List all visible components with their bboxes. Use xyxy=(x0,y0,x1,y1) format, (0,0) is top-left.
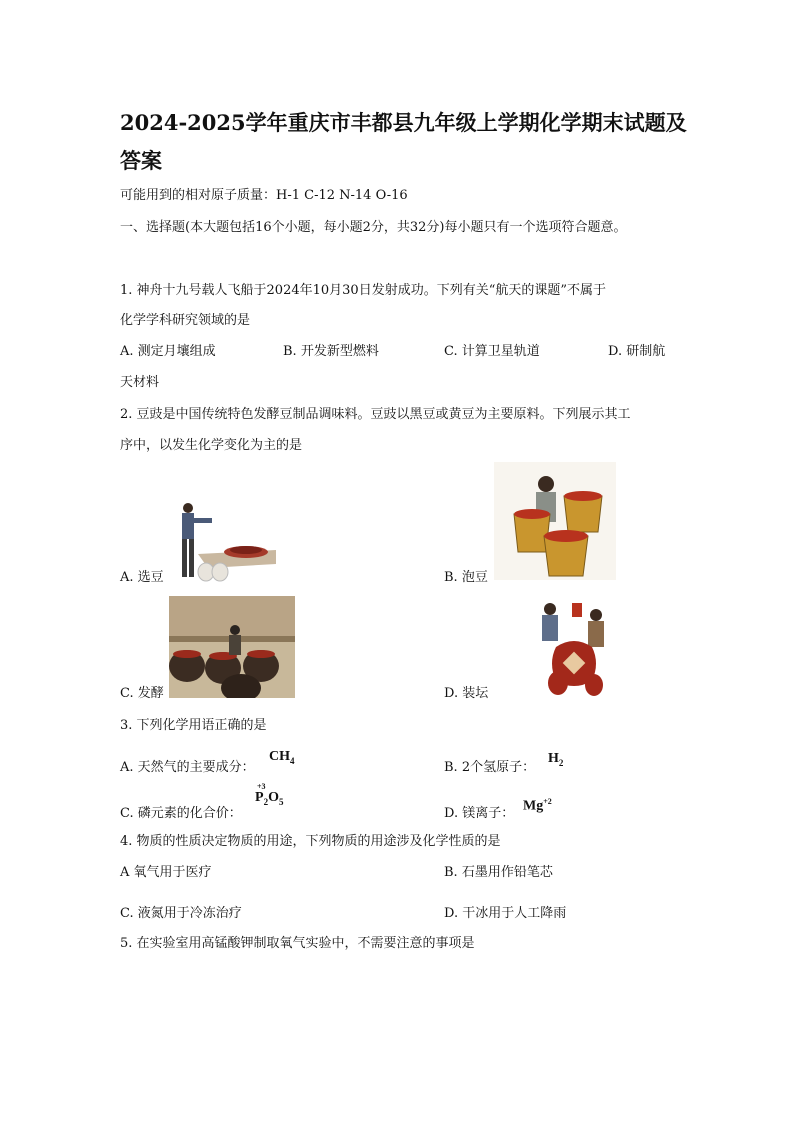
q4-option-c: C. 液氮用于冷冻治疗 xyxy=(120,906,242,921)
q3-option-d-formula: $Mg^{+2}$ xyxy=(523,797,552,814)
q1-option-d-continued: 天材料 xyxy=(120,375,160,390)
q4-stem: 4. 物质的性质决定物质的用途，下列物质的用途涉及化学性质的是 xyxy=(120,834,501,849)
q1-option-b: B. 开发新型燃料 xyxy=(283,344,379,359)
q4-option-d: D. 干冰用于人工降雨 xyxy=(444,906,567,921)
q4-option-b: B. 石墨用作铅笔芯 xyxy=(444,865,553,880)
q5-stem: 5. 在实验室用高锰酸钾制取氧气实验中，不需要注意的事项是 xyxy=(120,936,475,951)
bean-selecting-illustration xyxy=(168,494,278,582)
atomic-mass-line: 可能用到的相对原子质量：H-1 C-12 N-14 O-16 xyxy=(120,188,408,203)
q2-option-c: C. 发酵 xyxy=(120,686,164,701)
q3-stem: 3. 下列化学用语正确的是 xyxy=(120,718,267,733)
q3-option-c-formula: +3 $P_2O_5$ xyxy=(255,782,284,807)
q1-stem-line2: 化学学科研究领域的是 xyxy=(120,313,251,328)
jar-packing-illustration xyxy=(536,597,610,701)
q2-stem-line2: 序中，以发生化学变化为主的是 xyxy=(120,438,303,453)
q3-option-a-text: A. 天然气的主要成分： xyxy=(120,760,255,775)
q4-option-a: A 氧气用于医疗 xyxy=(120,865,212,880)
q3-option-a-formula: $CH_4$ xyxy=(269,749,295,766)
q3-option-b-text: B. 2个氢原子： xyxy=(444,760,536,775)
q2-stem-line1: 2. 豆豉是中国传统特色发酵豆制品调味料。豆豉以黑豆或黄豆为主要原料。下列展示其工 xyxy=(120,407,631,422)
q3-option-b-formula: $H_2$ xyxy=(548,751,564,768)
q3-option-c-text: C. 磷元素的化合价： xyxy=(120,806,242,821)
q2-option-a: A. 选豆 xyxy=(120,570,164,585)
bean-soaking-illustration xyxy=(494,462,616,580)
q1-option-d: D. 研制航 xyxy=(608,344,666,359)
document-title: 2024-2025学年重庆市丰都县九年级上学期化学期末试题及答案 xyxy=(120,110,687,173)
section1-heading: 一、选择题(本大题包括16个小题，每小题2分，共32分)每小题只有一个选项符合题意。 xyxy=(120,220,627,235)
q1-option-c: C. 计算卫星轨道 xyxy=(444,344,540,359)
q2-option-b: B. 泡豆 xyxy=(444,570,488,585)
q2-option-d: D. 装坛 xyxy=(444,686,489,701)
fermenting-photo xyxy=(169,596,295,698)
q1-option-a: A. 测定月壤组成 xyxy=(120,344,216,359)
q3-option-d-text: D. 镁离子： xyxy=(444,806,515,821)
q1-stem-line1: 1. 神舟十九号载人飞船于2024年10月30日发射成功。下列有关“航天的课题”不属于 xyxy=(120,283,606,298)
